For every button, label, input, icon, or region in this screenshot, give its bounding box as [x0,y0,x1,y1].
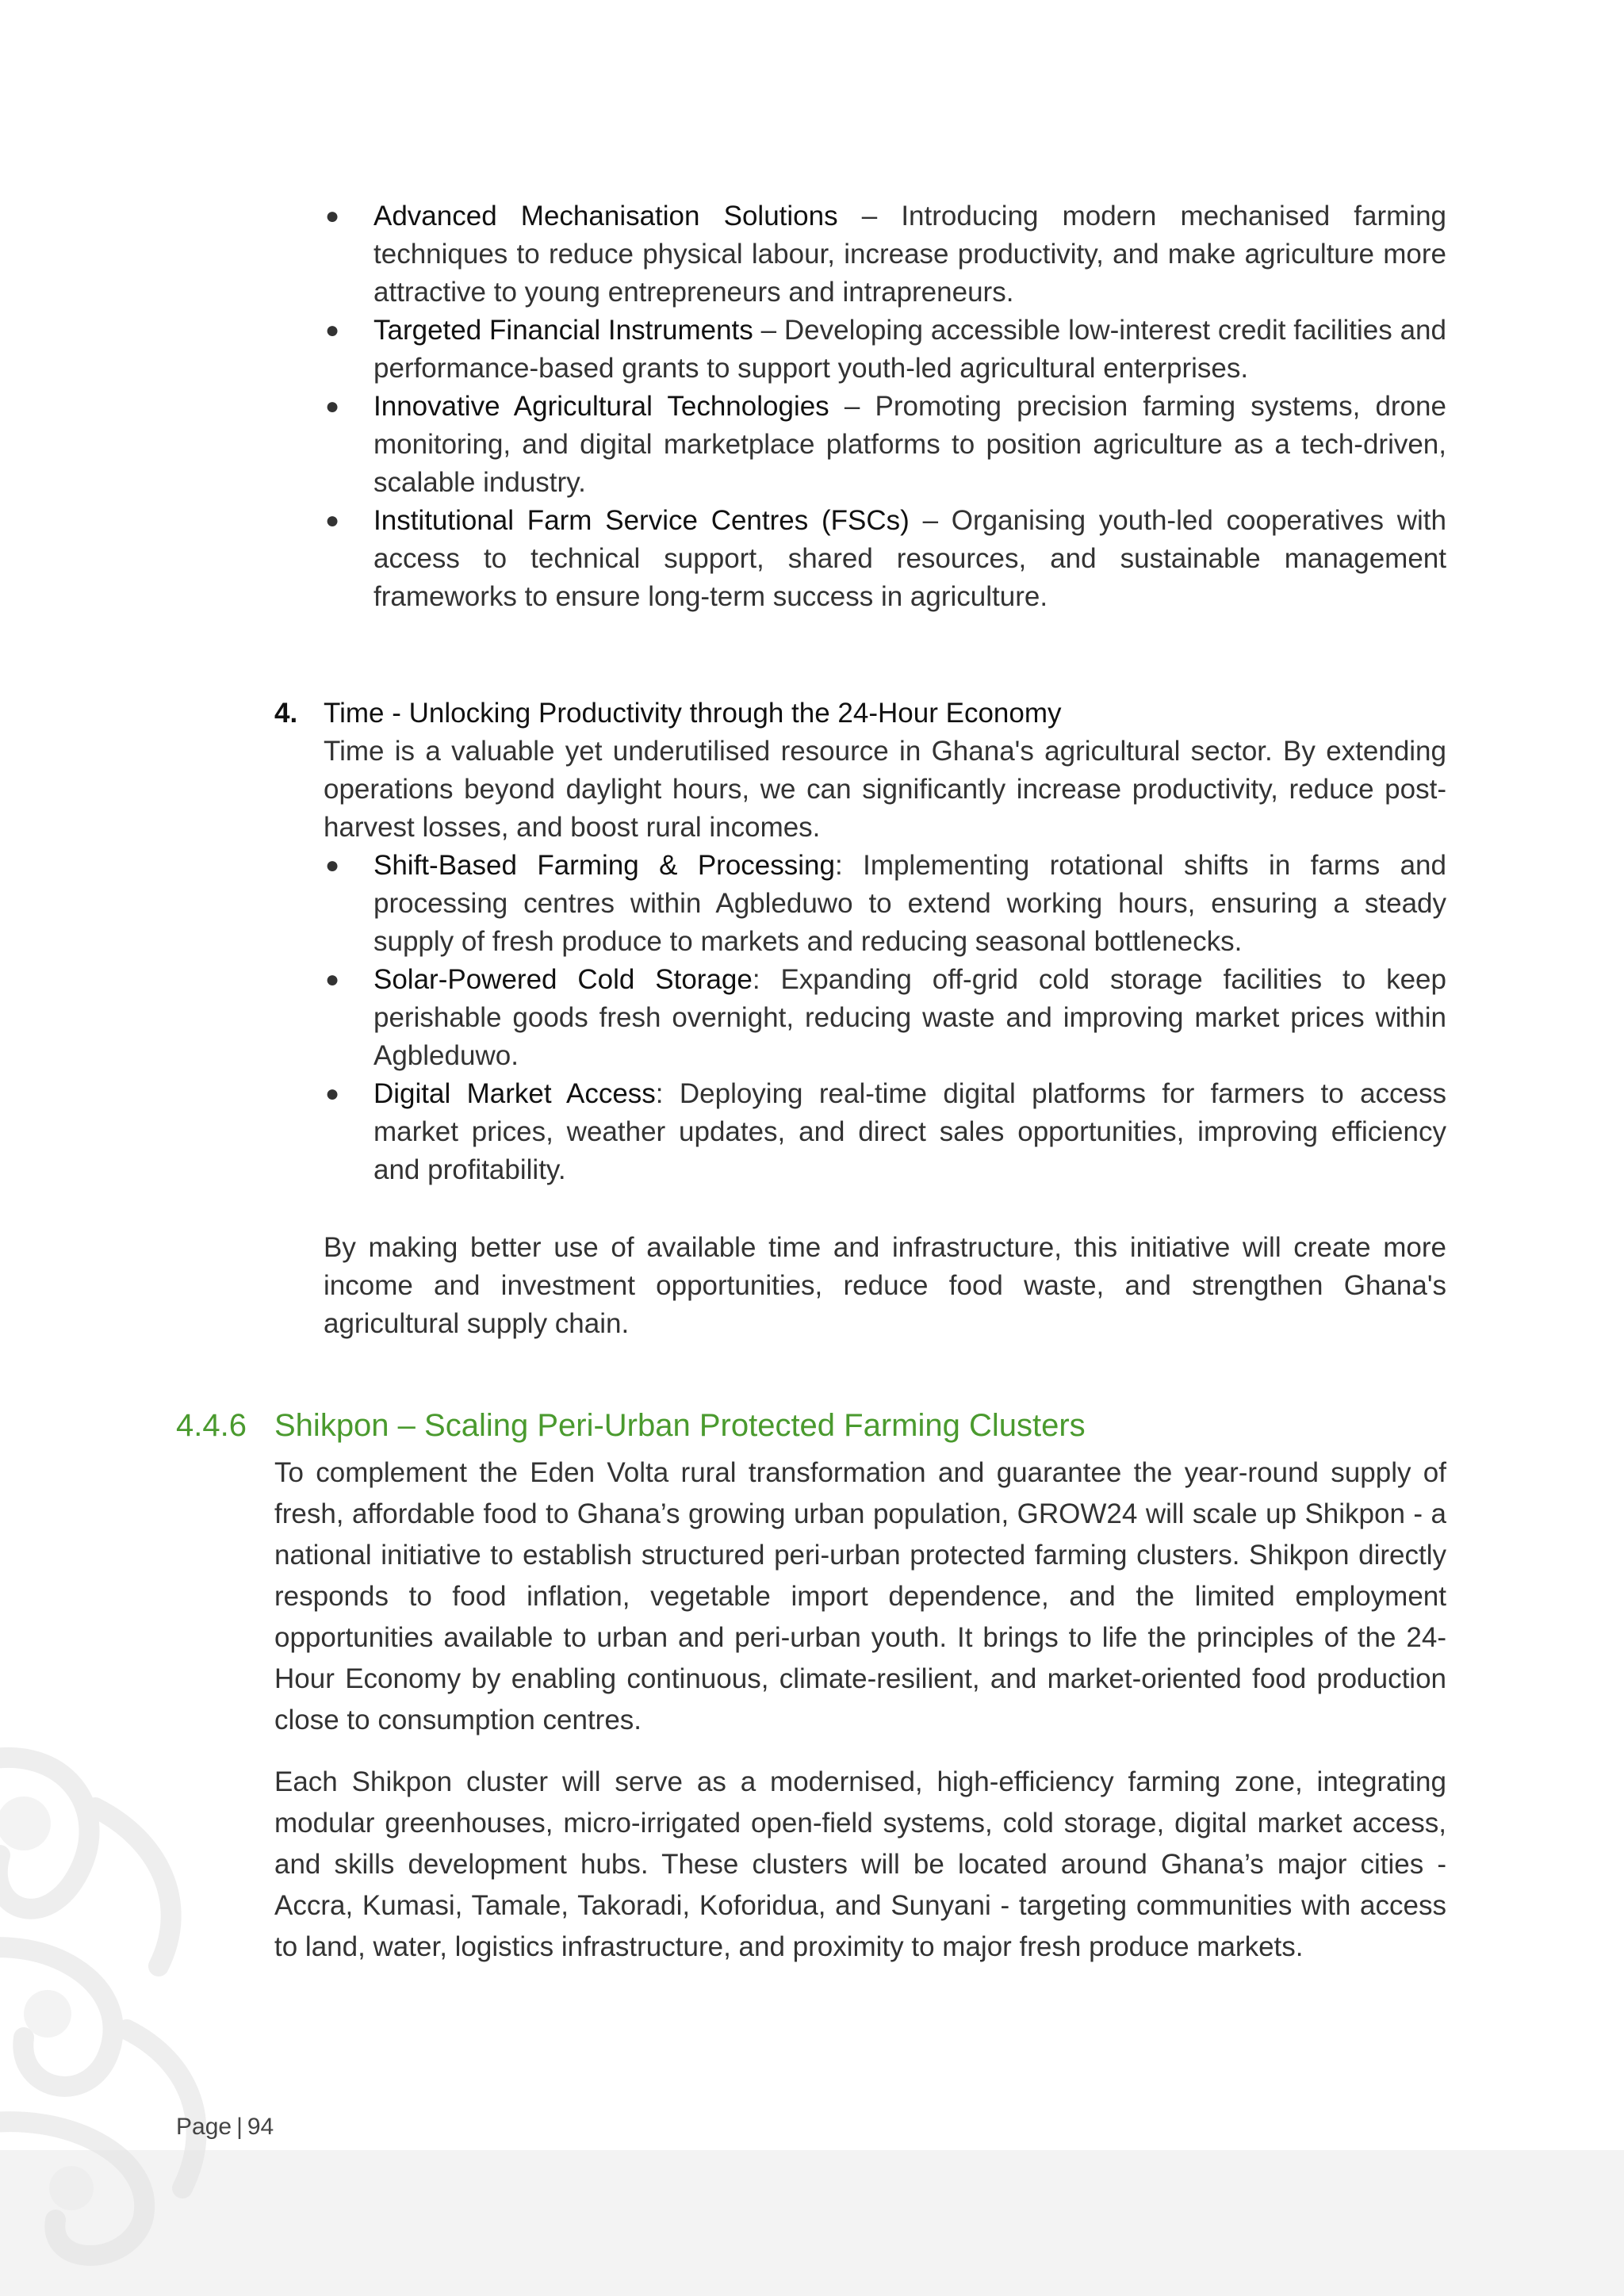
bullet-icon: ● [325,966,340,993]
bullet-term: Innovative Agricultural Technologies [373,391,829,422]
bullet-term: Targeted Financial Instruments [373,315,753,346]
bullet-term: Institutional Farm Service Centres (FSCs) [373,505,910,536]
bullet-text: – Developing accessible low-interest credit facilities and performance-based grants to support youth-led agricultural enterprises. [373,315,1446,384]
list-item [0,312,1624,388]
bullet-term: Shift-Based Farming & Processing [373,850,835,881]
time-bullet-list [0,847,1624,1189]
section-number: 4.4.6 [176,1408,247,1443]
bullet-text: – Organising youth-led cooperatives with access to technical support, shared resources, and sustainable management frameworks to ensure long-term success in agriculture. [373,505,1447,612]
decorative-watermark [0,1712,293,2296]
page-number [176,2114,274,2141]
mechanisation-bullet-list [0,197,1624,616]
item-closing-paragraph: By making better use of available time and infrastructure, this initiative will create more income and investment opportunities, reduce food waste, and strengthen Ghana's agricultural supply chain. [324,1232,1446,1339]
bullet-term: Digital Market Access [373,1078,656,1109]
page-separator: | [236,2114,243,2140]
numbered-heading [274,695,1062,733]
bullet-icon: ● [325,1081,340,1107]
section-title: Shikpon – Scaling Peri-Urban Protected Farming Clusters [274,1408,1086,1443]
bullet-term: Solar-Powered Cold Storage [373,964,753,995]
section-paragraph: Each Shikpon cluster will serve as a modernised, high-efficiency farming zone, integrating modular greenhouses, micro-irrigated open-field systems, cold storage, digital market access, and skills development hubs. These clusters will be located around Ghana’s major cities - Accra, Kumasi, Tamale, Takoradi, Koforidua, and Sunyani - targeting communities with access to land, water, logistics infrastructure, and proximity to major fresh produce markets. [274,1766,1446,1962]
bullet-text: : Deploying real-time digital platforms for farmers to access market prices, weather updates, and direct sales opportunities, improving efficiency and profitability. [373,1078,1446,1185]
bullet-icon: ● [325,317,340,343]
bullet-text: : Implementing rotational shifts in farms and processing centres within Agbleduwo to extend working hours, ensuring a steady supply of fresh produce to markets and reducing seasonal bottlenecks. [373,850,1446,957]
item-intro-paragraph: Time is a valuable yet underutilised resource in Ghana's agricultural sector. By extending operations beyond daylight hours, we can significantly increase productivity, reduce post-harvest losses, and boost rural incomes. [324,736,1446,843]
bullet-text: – Introducing modern mechanised farming techniques to reduce physical labour, increase productivity, and make agriculture more attractive to young entrepreneurs and intrapreneurs. [373,201,1446,308]
heading-number: 4. [274,698,298,729]
bullet-icon: ● [325,852,340,878]
list-item [0,502,1624,616]
section-paragraph: To complement the Eden Volta rural transformation and guarantee the year-round supply of fresh, affordable food to Ghana’s growing urban population, GROW24 will scale up Shikpon - a national initiative to establish structured peri-urban protected farming clusters. Shikpon directly responds to food inflation, vegetable import dependence, and the limited employment opportunities available to urban and peri-urban youth. It brings to life the principles of the 24-Hour Economy by enabling continuous, climate-resilient, and market-oriented food production close to consumption centres. [274,1457,1446,1735]
bullet-text: – Promoting precision farming systems, drone monitoring, and digital marketplace platforms to position agriculture as a tech-driven, scalable industry. [373,391,1446,498]
list-item [0,1075,1624,1189]
list-item [0,197,1624,312]
bullet-term: Advanced Mechanisation Solutions [373,201,838,232]
bullet-icon: ● [325,393,340,419]
page-label: Page [176,2114,232,2140]
bullet-icon: ● [325,507,340,534]
heading-title: Time - Unlocking Productivity through the 24-Hour Economy [324,698,1062,729]
bullet-icon: ● [325,203,340,229]
page-number-value: 94 [247,2114,274,2140]
list-item [0,961,1624,1075]
section-heading [176,1403,1086,1448]
list-item [0,388,1624,502]
bullet-text: : Expanding off-grid cold storage facilities to keep perishable goods fresh overnight, reducing waste and improving market prices within Agbleduwo. [373,964,1446,1071]
list-item [0,847,1624,961]
